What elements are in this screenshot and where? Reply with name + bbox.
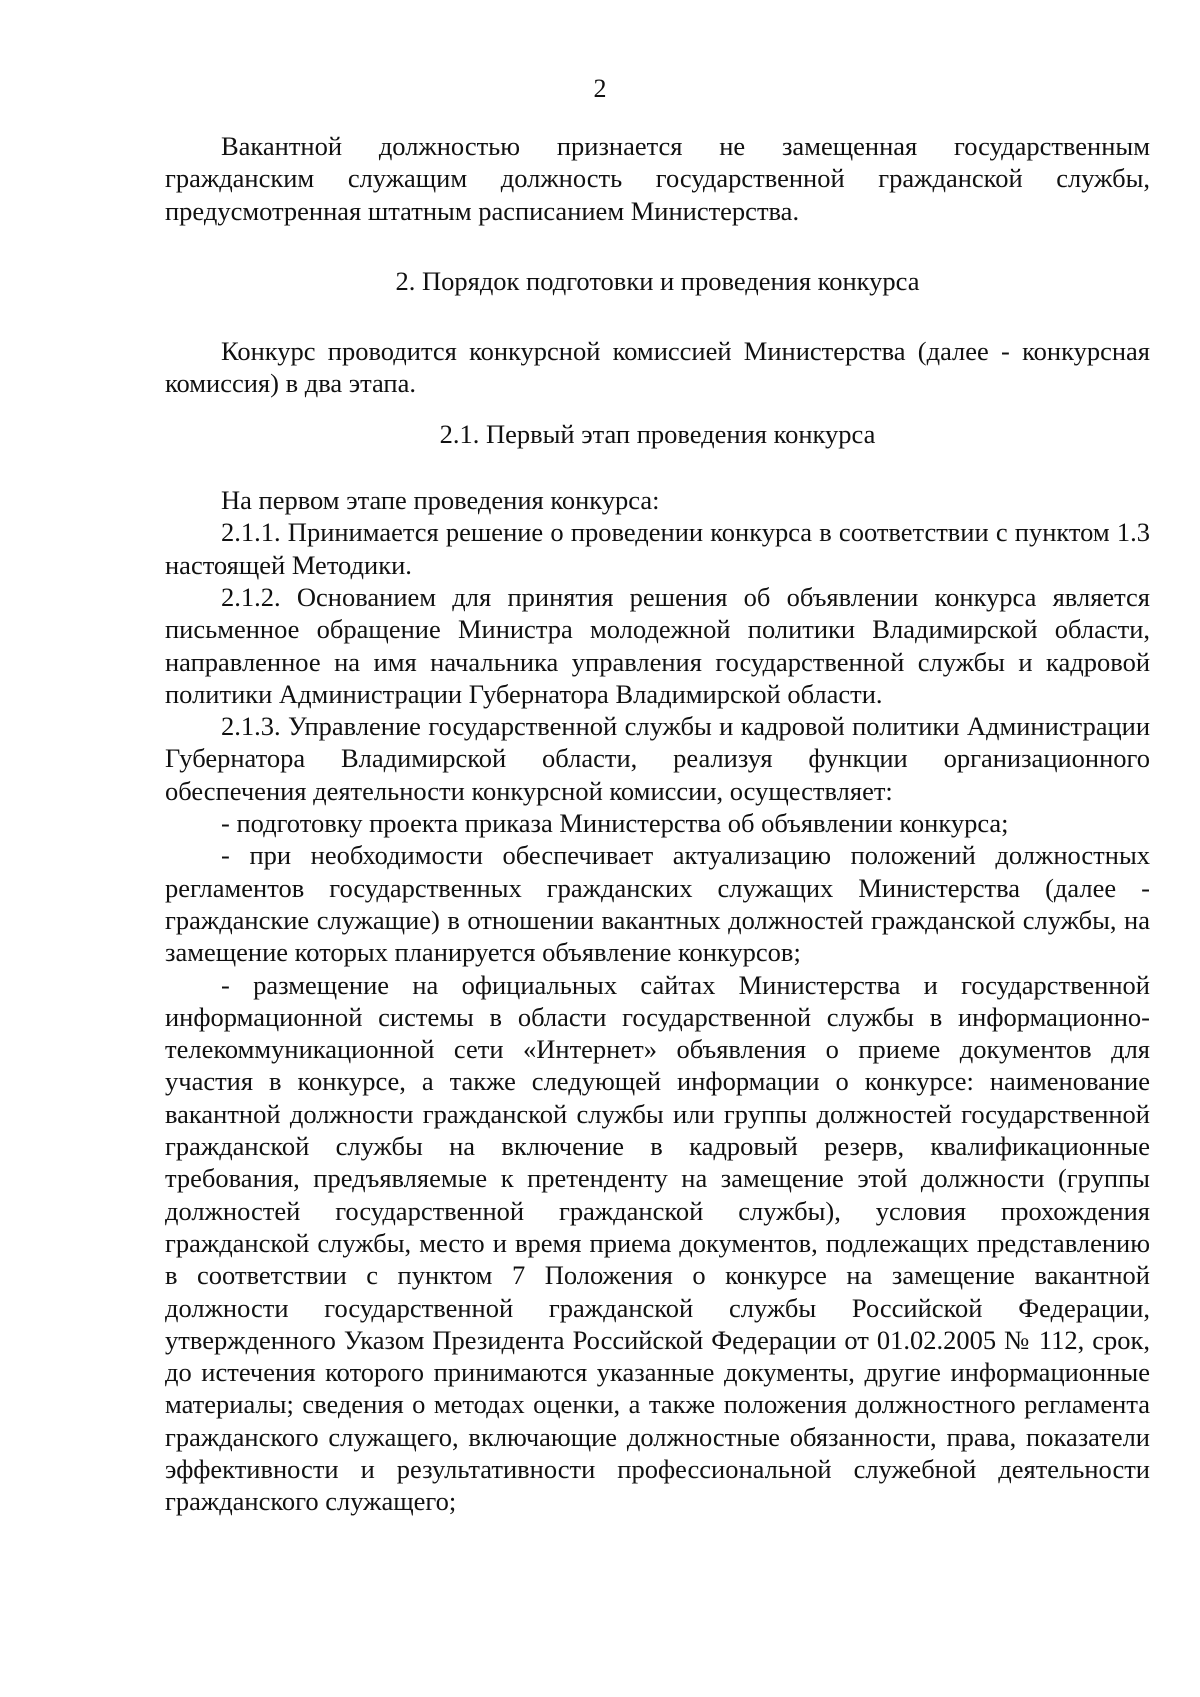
spacer [165,450,1150,484]
paragraph-2-1-1: 2.1.1. Принимается решение о проведении конкурса в соответствии с пунктом 1.3 настоящей Методики. [165,517,1150,580]
paragraph-2-1-3: 2.1.3. Управление государственной службы и кадровой политики Администрации Губернатора Владимирской области, реализуя функции организационного обеспечения деятельности конкурсной комиссии, осуществляет: [165,711,1150,806]
list-item-regulations-update: - при необходимости обеспечивает актуализацию положений должностных регламентов государственных гражданских служащих Министерства (далее - гражданские служащие) в отношении вакантных должностей гражданской службы, на замещение которых планируется объявление конкурсов; [165,840,1150,968]
section-heading-2: 2. Порядок подготовки и проведения конкурса [395,265,920,296]
list-item-order-draft: - подготовку проекта приказа Министерства об объявлении конкурса; [221,808,1009,839]
document-body [165,130,1150,1518]
spacer [165,227,1150,265]
paragraph-vacancy-definition: Вакантной должностью признается не замещенная государственным гражданским служащим должность государственной гражданской службы, предусмотренная штатным расписанием Министерства. [165,131,1150,226]
spacer [165,400,1150,418]
page-number: 2 [593,74,607,103]
list-item-publication: - размещение на официальных сайтах Министерства и государственной информационной системы в области государственной службы в информационно-телекоммуникационной сети «Интернет» объявления о приеме документов для участия в конкурсе, а также следующей информации о конкурсе: наименование вакантной должности гражданской службы или группы должностей государственной гражданской службы на включение в кадровый резерв, квалификационные требования, предъявляемые к претенденту на замещение этой должности (группы должностей государственной гражданской службы), условия прохождения гражданской службы, место и время приема документов, подлежащих представлению в соответствии с пунктом 7 Положения о конкурсе на замещение вакантной должности государственной гражданской службы Российской Федерации, утвержденного Указом Президента Российской Федерации от 01.02.2005 № 112, срок, до истечения которого принимаются указанные документы, другие информационные материалы; сведения о методах оценки, а также положения должностного регламента гражданского служащего, включающие должностные обязанности, права, показатели эффективности и результативности профессиональной служебной деятельности гражданского служащего; [165,969,1150,1517]
paragraph-2-1-2: 2.1.2. Основанием для принятия решения об объявлении конкурса является письменное обращение Министра молодежной политики Владимирской области, направленное на имя начальника управления государственной службы и кадровой политики Администрации Губернатора Владимирской области. [165,581,1150,709]
paragraph-first-stage-intro: На первом этапе проведения конкурса: [221,485,660,516]
spacer [165,297,1150,335]
section-heading-2-1: 2.1. Первый этап проведения конкурса [439,418,876,449]
paragraph-contest-commission: Конкурс проводится конкурсной комиссией Министерства (далее - конкурсная комиссия) в два этапа. [165,336,1150,399]
